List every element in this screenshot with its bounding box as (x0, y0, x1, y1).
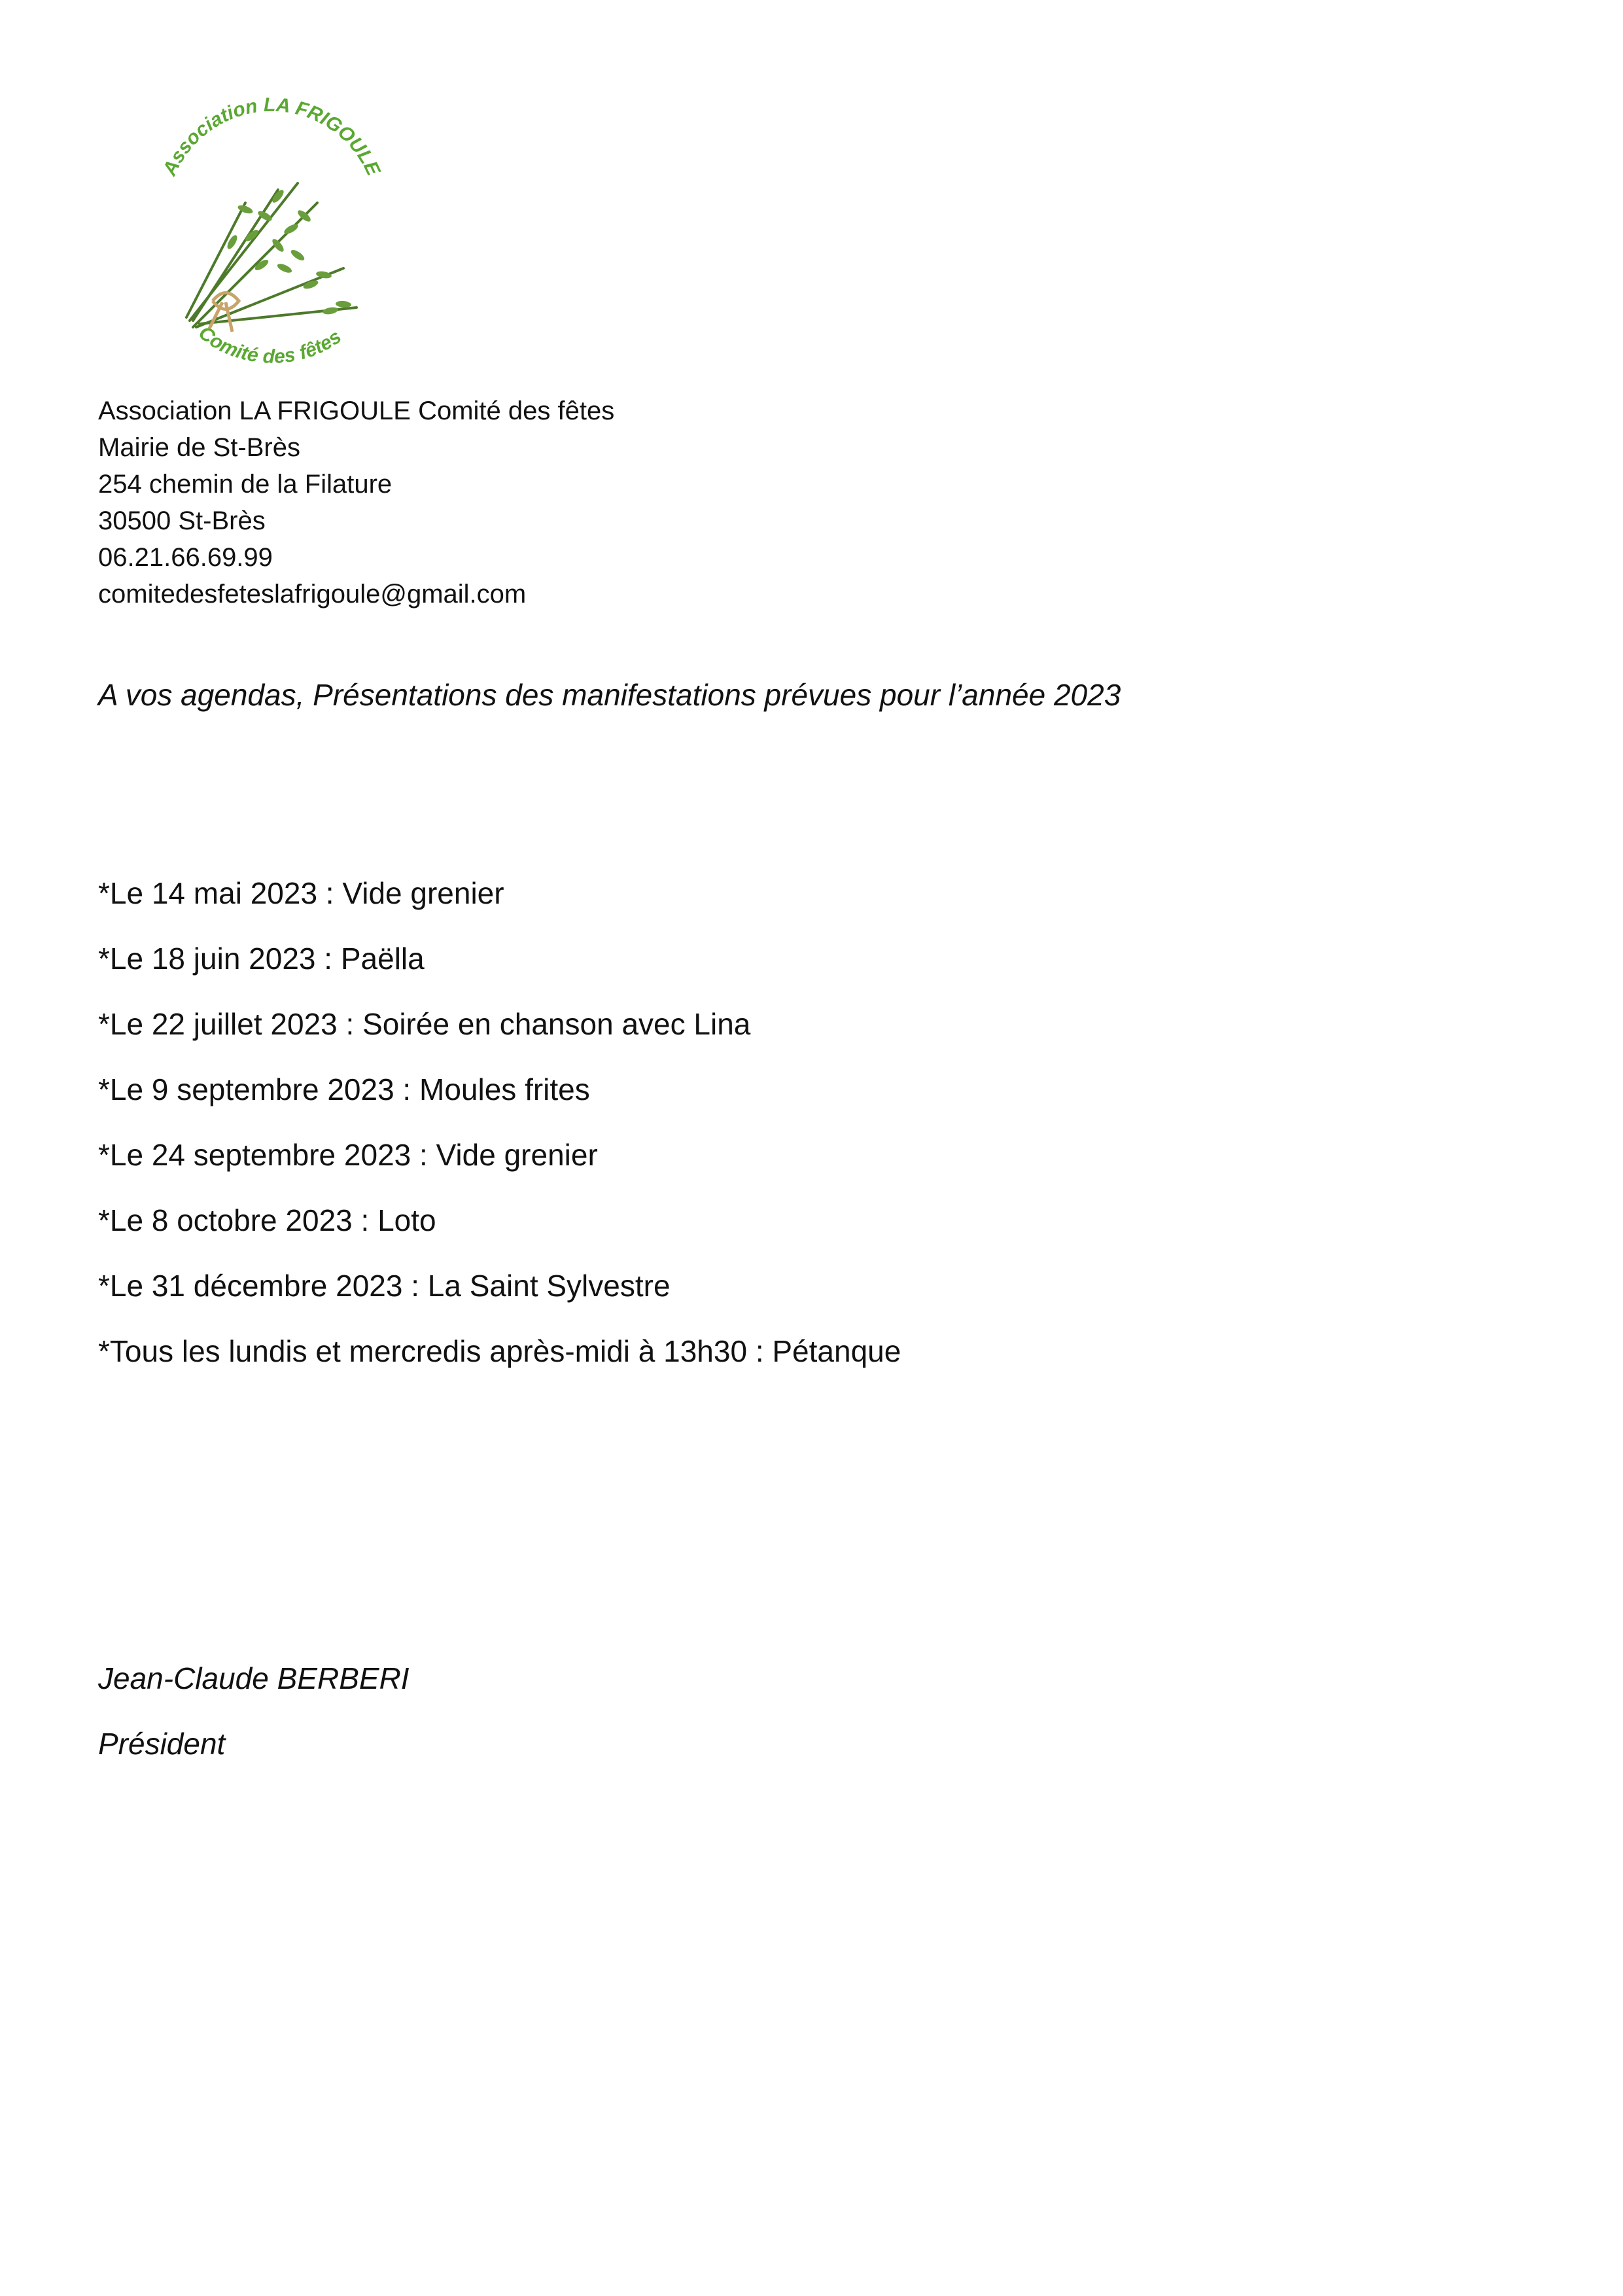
svg-text:Comité des fêtes: Comité des fêtes (194, 321, 345, 366)
signature-block (98, 1659, 410, 1790)
list-item: *Le 8 octobre 2023 : Loto (98, 1203, 436, 1237)
list-item: *Le 9 septembre 2023 : Moules frites (98, 1072, 590, 1106)
list-item: *Le 31 décembre 2023 : La Saint Sylvestre (98, 1269, 671, 1303)
address-line-street: 254 chemin de la Filature (98, 470, 393, 499)
sender-address (98, 393, 614, 612)
address-line-city: 30500 St-Brès (98, 506, 266, 535)
list-item: *Le 24 septembre 2023 : Vide grenier (98, 1138, 598, 1172)
intro-text: A vos agendas, Présentations des manifestations prévues pour l’année 2023 (98, 678, 1121, 712)
list-item: *Le 14 mai 2023 : Vide grenier (98, 876, 504, 910)
address-line-org: Association LA FRIGOULE Comité des fêtes (98, 397, 615, 425)
address-line-mairie: Mairie de St-Brès (98, 433, 300, 462)
list-item: *Tous les lundis et mercredis après-midi à 13h30 : Pétanque (98, 1334, 901, 1368)
svg-text:Association LA FRIGOULE: Association LA FRIGOULE (158, 94, 385, 179)
list-item: *Le 22 juillet 2023 : Soirée en chanson avec Lina (98, 1007, 751, 1041)
logo-image (147, 92, 396, 366)
list-item: *Le 18 juin 2023 : Paëlla (98, 942, 425, 976)
address-email: comitedesfeteslafrigoule@gmail.com (98, 580, 527, 609)
signature-title: Président (98, 1727, 226, 1761)
address-phone: 06.21.66.69.99 (98, 543, 273, 572)
events-list (98, 874, 901, 1397)
signature-name: Jean-Claude BERBERI (98, 1661, 410, 1695)
